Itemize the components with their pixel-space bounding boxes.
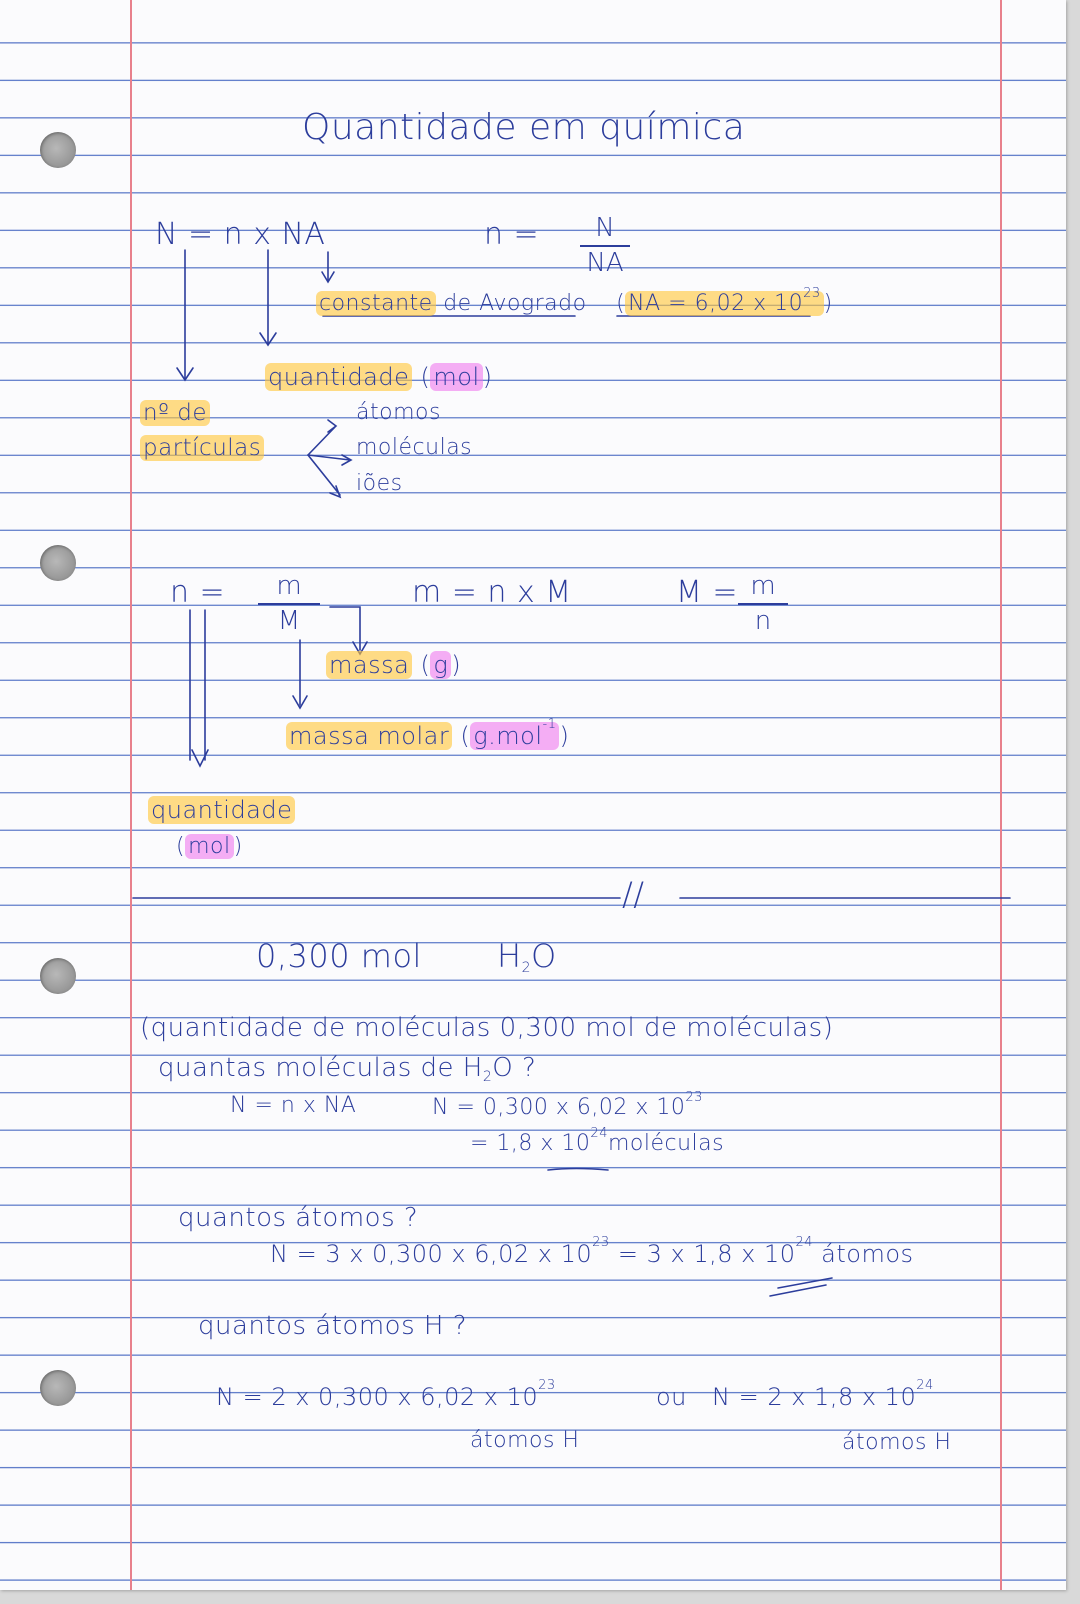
formula-n-equals: N = n x NA xyxy=(155,217,326,252)
massa-unit: g xyxy=(430,651,451,679)
fraction-bar xyxy=(258,603,320,605)
example-amount: 0,300 mol xyxy=(256,937,422,975)
formula-m-equals: m = n x M xyxy=(412,575,572,610)
example-calc2 xyxy=(470,1126,725,1156)
example-calc1 xyxy=(432,1090,703,1120)
quantidade-label: quantidade xyxy=(265,363,412,391)
h-or: ou xyxy=(656,1383,687,1411)
particle-type-molecules: moléculas xyxy=(356,435,473,460)
h-calc2-exponent: 24 xyxy=(916,1378,934,1393)
atoms-calc-exp2: 24 xyxy=(795,1235,814,1250)
fraction-m-over-molar xyxy=(258,572,320,635)
question-atoms: quantos átomos ? xyxy=(178,1203,419,1233)
page-title: Quantidade em química xyxy=(302,107,746,148)
massa-label: massa xyxy=(326,651,412,679)
quantidade-label-2 xyxy=(148,798,295,822)
quantidade-unit: mol xyxy=(430,363,482,391)
example-line2 xyxy=(158,1053,537,1085)
atoms-calc-unit: átomos xyxy=(821,1240,914,1268)
particulas-label-1 xyxy=(140,402,210,425)
formula-n-lhs: n = xyxy=(484,217,540,252)
h-calc2-text: N = 2 x 1,8 x 10 xyxy=(712,1383,917,1411)
formula-n-lhs-2: n = xyxy=(170,575,226,610)
formula-molar-lhs: M = xyxy=(676,575,739,610)
constante-line xyxy=(316,286,833,316)
fraction-n-over-na xyxy=(580,214,630,277)
particle-type-atoms: átomos xyxy=(356,400,441,425)
h-calc2 xyxy=(712,1378,934,1411)
fraction-numerator: N xyxy=(595,213,615,243)
question-atoms-h: quantos átomos H ? xyxy=(198,1311,467,1341)
quantidade-label-2-text: quantidade xyxy=(148,796,295,824)
calc2-exponent: 24 xyxy=(590,1126,608,1141)
h-calc-text: N = 2 x 0,300 x 6,02 x 10 xyxy=(216,1383,539,1411)
fraction-bar xyxy=(738,603,788,605)
fraction-m-over-n xyxy=(738,572,788,635)
example-line2-text: quantas moléculas de H xyxy=(158,1053,483,1083)
substance-symbol-o: O xyxy=(530,937,557,975)
calc2-text: = 1,8 x 10 xyxy=(470,1131,591,1156)
h-calc2-unit: átomos H xyxy=(842,1430,952,1455)
h-calc xyxy=(216,1378,556,1411)
quantidade-unit-2: ( mol ) xyxy=(176,834,243,859)
right-margin-line xyxy=(1000,0,1002,1590)
massa-molar-exponent: -1 xyxy=(542,717,557,732)
example-line1: (quantidade de moléculas 0,300 mol de moléculas) xyxy=(140,1013,834,1043)
atoms-calc xyxy=(270,1235,914,1268)
open-paren: ( xyxy=(616,291,626,316)
massa-molar-label: massa molar xyxy=(286,722,452,750)
example-line2-end: O ? xyxy=(492,1053,537,1083)
fraction-numerator: m xyxy=(750,571,776,601)
binder-hole xyxy=(40,1370,76,1406)
constante-label: constante xyxy=(316,291,436,316)
na-value-text: NA = 6,02 x 10 xyxy=(628,291,804,316)
particulas-label-1-text: nº de xyxy=(140,400,210,426)
atoms-calc-exp1: 23 xyxy=(592,1235,610,1250)
atoms-calc-text: N = 3 x 0,300 x 6,02 x 10 xyxy=(270,1240,593,1268)
fraction-numerator: m xyxy=(276,571,302,601)
substance-symbol-h: H xyxy=(497,937,522,975)
particulas-label-2-text: partículas xyxy=(140,435,264,461)
binder-hole xyxy=(40,958,76,994)
atoms-calc-result: = 3 x 1,8 x 10 xyxy=(617,1240,796,1268)
fraction-denominator: NA xyxy=(586,247,624,278)
example-line2-subscript: 2 xyxy=(482,1069,493,1085)
binder-hole xyxy=(40,545,76,581)
example-substance xyxy=(497,937,557,976)
fraction-bar xyxy=(580,245,630,247)
calc1-text: N = 0,300 x 6,02 x 10 xyxy=(432,1095,686,1120)
calc2-unit: moléculas xyxy=(607,1131,725,1156)
na-value xyxy=(625,286,823,316)
fraction-denominator: n xyxy=(754,605,772,636)
particulas-label-2 xyxy=(140,437,264,460)
massa-molar-line: massa molar ( g.mol$^{-1}$ ) xyxy=(286,724,569,748)
calc1-exponent: 23 xyxy=(685,1090,703,1105)
h-calc-unit: átomos H xyxy=(470,1428,580,1453)
avogadro-label: de Avogrado xyxy=(443,291,587,316)
na-exponent: 23 xyxy=(803,286,821,301)
left-margin-line xyxy=(130,0,132,1590)
particle-type-ions: iões xyxy=(356,471,403,496)
binder-hole xyxy=(40,132,76,168)
massa-molar-unit-text: g.mol xyxy=(473,722,543,750)
h-calc-exponent: 23 xyxy=(538,1378,556,1393)
quantidade-unit-2-text: mol xyxy=(185,834,234,859)
fraction-denominator: M xyxy=(277,605,301,636)
massa-line: massa ( g ) xyxy=(326,653,461,677)
quantidade-line: quantidade ( mol ) xyxy=(265,365,493,389)
massa-molar-unit xyxy=(470,717,559,750)
example-formula: N = n x NA xyxy=(230,1093,357,1118)
divider-mark: // xyxy=(622,875,645,913)
close-paren: ) xyxy=(823,291,833,316)
substance-subscript: 2 xyxy=(521,960,531,976)
